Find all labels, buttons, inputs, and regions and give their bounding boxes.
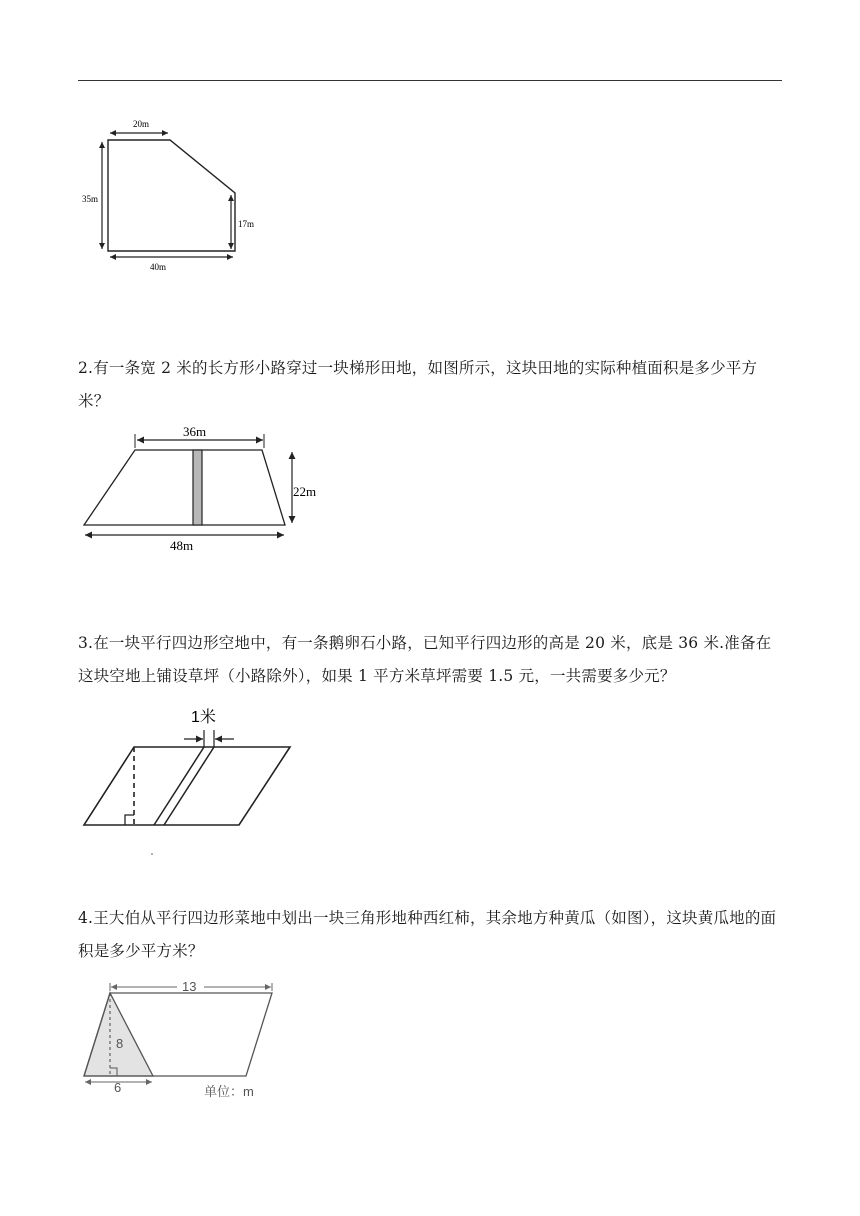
fig1-bottom-label: 40m xyxy=(150,262,167,272)
figure-3-parallelogram xyxy=(80,700,300,860)
header-rule xyxy=(78,80,782,81)
fig1-top-label: 20m xyxy=(133,119,150,129)
fig2-top-label: 36m xyxy=(183,424,207,439)
fig1-left-label: 35m xyxy=(82,194,99,204)
figure-1-pentagon xyxy=(80,115,280,280)
figure-4-parallelogram-triangle xyxy=(80,976,300,1101)
question-4-text: 4.王大伯从平行四边形菜地中划出一块三角形地种西红柿，其余地方种黄瓜（如图），这块黄瓜地的面积是多少平方米？ xyxy=(78,909,777,960)
fig4-top-label: 13 xyxy=(182,979,197,994)
fig4-height-label: 8 xyxy=(116,1036,124,1051)
fig2-bottom-label: 48m xyxy=(170,538,194,553)
fig1-right-label: 17m xyxy=(238,219,255,229)
figure-2-trapezoid xyxy=(80,420,340,555)
fig2-height-label: 22m xyxy=(293,484,317,499)
question-3-text: 3.在一块平行四边形空地中，有一条鹅卵石小路，已知平行四边形的高是 20 米，底是 36 米.准备在这块空地上铺设草坪（小路除外），如果 1 平方米草坪需要 1.5 元，一共需要多少元？ xyxy=(78,634,772,685)
fig3-path-label: 1米 xyxy=(191,709,216,726)
fig4-base-label: 6 xyxy=(114,1080,122,1095)
question-2-text: 2.有一条宽 2 米的长方形小路穿过一块梯形田地，如图所示，这块田地的实际种植面积是多少平方米？ xyxy=(78,359,758,410)
fig4-unit-label: 单位：m xyxy=(204,1084,254,1099)
